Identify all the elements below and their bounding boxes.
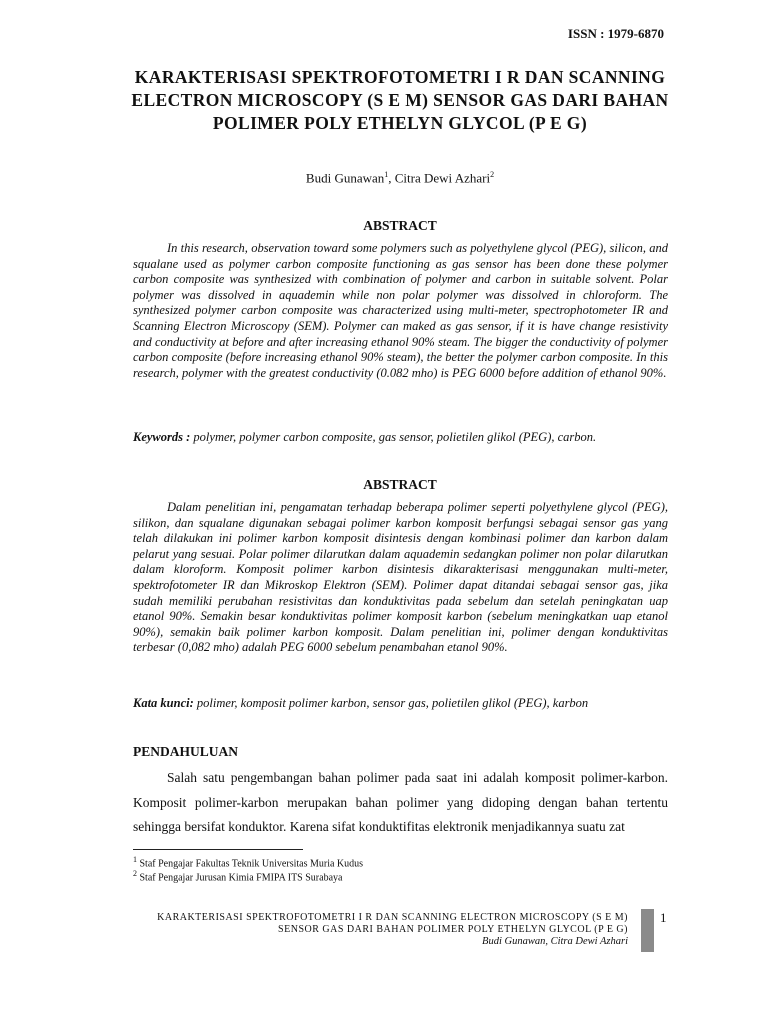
footer-title-line-2: SENSOR GAS DARI BAHAN POLIMER POLY ETHELYN GLYCOL (P E G) bbox=[278, 924, 628, 935]
footnote-2-mark: 2 bbox=[133, 869, 137, 878]
footer-title-line-1: KARAKTERISASI SPEKTROFOTOMETRI I R DAN SCANNING ELECTRON MICROSCOPY (S E M) bbox=[157, 912, 628, 923]
running-footer bbox=[100, 912, 628, 948]
footnote-2-text: Staf Pengajar Jurusan Kimia FMIPA ITS Surabaya bbox=[137, 872, 343, 884]
section-heading-pendahuluan: PENDAHULUAN bbox=[133, 744, 239, 759]
footnote-1-text: Staf Pengajar Fakultas Teknik Universitas Muria Kudus bbox=[137, 858, 364, 870]
author-1-affil: 1 bbox=[384, 170, 389, 179]
paper-title: KARAKTERISASI SPEKTROFOTOMETRI I R DAN SCANNING ELECTRON MICROSCOPY (S E M) SENSOR GAS DARI BAHAN POLIMER POLY ETHELYN GLYCOL (P E G) bbox=[131, 67, 669, 133]
footnote-2 bbox=[133, 869, 342, 883]
page-marker-bar bbox=[641, 909, 654, 952]
intro-text: Salah satu pengembangan bahan polimer pada saat ini adalah komposit polimer-karbon. Komposit polimer-karbon merupakan bahan polimer yang didoping dengan bahan tertentu sehingga bersifat konduktor. Karena sifat konduktifitas elektronik menjadikannya suatu zat bbox=[133, 770, 668, 834]
footnote-divider bbox=[133, 849, 303, 850]
keywords-id-label: Kata kunci: bbox=[133, 696, 194, 710]
page-number: 1 bbox=[660, 910, 667, 925]
issn: ISSN : 1979-6870 bbox=[567, 26, 664, 41]
abstract-id-text: Dalam penelitian ini, pengamatan terhadap beberapa polimer seperti polyethylene glycol (PEG), silikon, dan squalane digunakan sebagai polimer karbon komposit berfungsi sebagai sensor gas yang telah dilakukan ini polimer karbon komposit disintesis dengan kombinasi polimer dan karbon dalam pelarut yang sesuai. Polar polimer dilarutkan dalam aquademin sedangkan polimer non polar dilarutkan dalam kloroform. Komposit polimer karbon disintesis dikarakterisasi menggunakan multi-meter, spektrofotometer IR dan Mikroskop Elektron (SEM). Polimer dapat ditandai sebagai sensor gas, jika sudah memiliki perubahan resistivitas dan konduktivitas pada sebelum dan setelah peningkatan uap etanol 90%. Semakin besar konduktivitas polimer komposit karbon (sebelum meningkatkan uap etanol 90%), semakin baik polimer karbon komposit. Dalam penelitian ini, polimer dengan konduktivitas terbesar (0,082 mho) adalah PEG 6000 sebelum penambahan etanol 90%. bbox=[133, 500, 668, 655]
keywords-en-label: Keywords : bbox=[133, 430, 191, 444]
keywords-en-text: polymer, polymer carbon composite, gas sensor, polietilen glikol (PEG), carbon. bbox=[190, 430, 597, 444]
author-2: Citra Dewi Azhari bbox=[394, 170, 491, 186]
abstract-en-heading: ABSTRACT bbox=[363, 218, 437, 233]
keywords-id bbox=[133, 696, 673, 711]
abstract-id-body bbox=[133, 500, 668, 656]
authors bbox=[0, 170, 768, 186]
keywords-id-text: polimer, komposit polimer karbon, sensor gas, polietilen glikol (PEG), karbon bbox=[193, 696, 589, 710]
author-1: Budi Gunawan bbox=[305, 170, 385, 186]
author-2-affil: 2 bbox=[490, 170, 495, 179]
footer-authors: Budi Gunawan, Citra Dewi Azhari bbox=[482, 936, 628, 947]
abstract-en-text: In this research, observation toward some polymers such as polyethylene glycol (PEG), silicon, and squalane used as polymer carbon composite functioning as gas sensor has been done these polymer carbon composite was synthesized with combination of polymer and carbon in suitable solvent. Polar polymer was dissolved in aquademin while non polar polymer was dissolved in chloroform. The synthesized polymer carbon composite was characterized using multi-meter, spectrophotometer IR and Scanning Electron Microscopy (SEM). Polymer can maked as gas sensor, if it is have change resistivity and conductivity at before and after increasing ethanol 90% steam. The bigger the conductivity of polymer carbon composite (before increasing ethanol 90% steam), the better the polymer carbon composite. In this research, polymer with the greatest conductivity (0.082 mho) is PEG 6000 before addition of ethanol 90%. bbox=[133, 241, 668, 380]
intro-body bbox=[133, 766, 668, 840]
keywords-en bbox=[133, 430, 673, 445]
footnote-1 bbox=[133, 855, 363, 869]
abstract-id-heading: ABSTRACT bbox=[363, 477, 437, 492]
abstract-en-body bbox=[133, 241, 668, 381]
footnote-1-mark: 1 bbox=[133, 855, 137, 864]
author-sep: , bbox=[388, 170, 395, 186]
